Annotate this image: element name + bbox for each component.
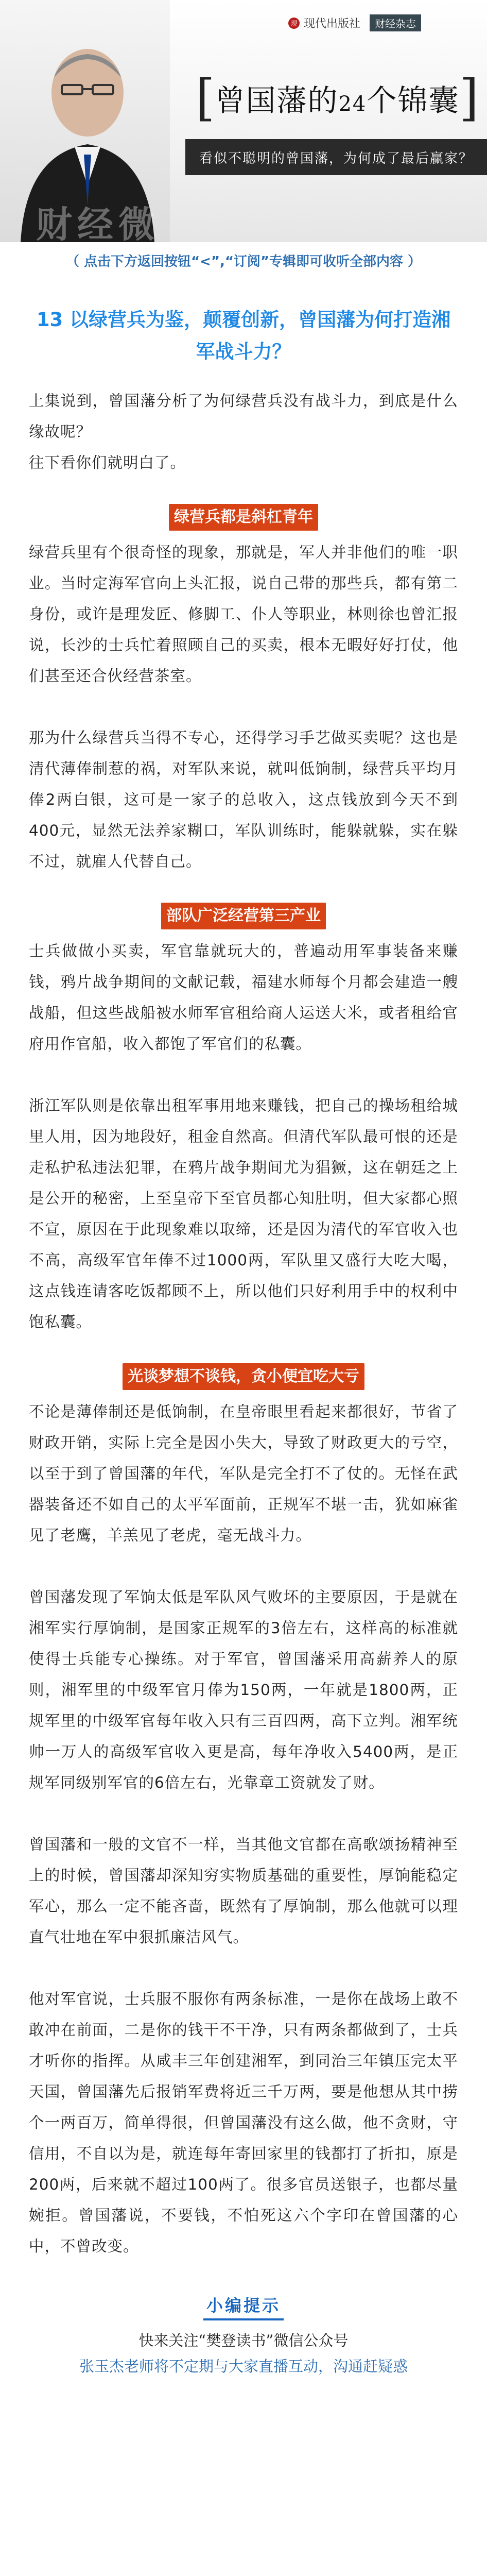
album-title: [196, 67, 479, 129]
subscribe-caption: （ 点击下方返回按钮“<”,“订阅”专辑即可收听全部内容 ）: [0, 242, 487, 278]
section-heading-3: 光谈梦想不谈钱，贪小便宜吃大亏: [123, 1363, 364, 1390]
publisher-mark-icon: 现: [288, 18, 300, 29]
article-headline: 13 以绿营兵为鉴，颠覆创新，曾国藩为何打造湘军战斗力？: [36, 309, 451, 363]
publisher-name: 现代出版社: [304, 18, 361, 30]
publisher-logos: [288, 14, 421, 31]
watermark: 财经微: [36, 204, 160, 242]
magazine-logo: 财经杂志: [370, 14, 421, 31]
tips-live-line: 张玉杰老师将不定期与大家直播互动，沟通赶疑惑: [79, 2358, 408, 2375]
album-subtitle: 看似不聪明的曾国藩，为何成了最后赢家？: [185, 139, 487, 175]
banner: [0, 0, 487, 242]
paragraph-6: 曾国藩发现了军饷太低是军队风气败坏的主要原因，于是就在湘军实行厚饷制，是国家正规军的3倍左右，这样高的标准就使得士兵能专心操练。对于军官，曾国藩采用高薪养人的原则，湘军里的中级军官月俸为150两，一年就是1800两，正规军里的中级军官每年收入只有三百四两，高下立判。湘军统帅一万人的高级军官收入更是高，每年净收入5400两，是正规军同级别军官的6倍左右，光靠章工资就发了财。: [29, 1588, 458, 1791]
article-body: [29, 304, 458, 2379]
paragraph-1: 绿营兵里有个很奇怪的现象，那就是，军人并非他们的唯一职业。当时定海军官向上头汇报，说自己带的那些兵，都有第二身份，或许是理发匠、修脚工、仆人等职业，林则徐也曾汇报说，长沙的士兵忙着照顾自己的买卖，根本无暇好好打仗，他们甚至还合伙经营茶室。: [29, 544, 458, 685]
paragraph-7: 曾国藩和一般的文官不一样，当其他文官都在高歌颂扬精神至上的时候，曾国藩却深知穷实物质基础的重要性，厚饷能稳定军心，那么一定不能吝啬，既然有了厚饷制，那么他就可以理直气壮地在军中狠抓廉洁风气。: [29, 1836, 458, 1946]
publisher-logo: [288, 15, 360, 31]
intro-paragraph: 上集说到，曾国藩分析了为何绿营兵没有战斗力，到底是什么缘故呢？: [29, 392, 458, 440]
section-heading-2: 部队广泛经营第三产业: [161, 903, 326, 929]
paragraph-5: 不论是薄俸制还是低饷制，在皇帝眼里看起来都很好，节省了财政开销，实际上完全是因小失大，导致了财政更大的亏空，以至于到了曾国藩的年代，军队是完全打不了仗的。无怪在武器装备还不如自己的太平军面前，正规军不堪一击，犹如麻雀见了老鹰，羊羔见了老虎，毫无战斗力。: [29, 1403, 458, 1544]
bracket-left-icon: [: [196, 69, 215, 127]
album-title-text: 曾国藩的24个锦囊: [215, 83, 460, 118]
tips-title: 小编提示: [203, 2293, 284, 2320]
paragraph-8: 他对军官说，士兵服不服你有两条标准，一是你在战场上敢不敢冲在前面，二是你的钱干不干净，只有两条都做到了，士兵才听你的指挥。从咸丰三年创建湘军，到同治三年镇压完太平天国，曾国藩先后报销军费将近三千万两，要是他想从其中捞个一两百万，简单得很，但曾国藩没有这么做，他不贪财，守信用，不自以为是，就连每年寄回家里的钱都打了折扣，原是200两，后来就不超过100两了。很多官员送银子，也都尽量婉拒。曾国藩说，不要钱，不怕死这六个字印在曾国藩的心中，不曾改变。: [29, 1990, 458, 2255]
intro-paragraph-2: 往下看你们就明白了。: [29, 454, 186, 471]
bracket-right-icon: ]: [459, 69, 479, 127]
section-heading-1: 绿营兵都是斜杠青年: [169, 504, 318, 531]
tips-follow-line: 快来关注“樊登读书”微信公众号: [138, 2332, 349, 2349]
paragraph-4: 浙江军队则是依靠出租军事用地来赚钱，把自己的操场租给城里人用，因为地段好，租金自然高。但清代军队最可恨的还是走私护私违法犯罪，在鸦片战争期间尤为猖獗，这在朝廷之上是公开的秘密，上至皇帝下至官员都心知肚明，但大家都心照不宣，原因在于此现象难以取缔，还是因为清代的军官收入也不高，高级军官年俸不过1000两，军队里又盛行大吃大喝，这点钱连请客吃饭都顾不上，所以他们只好利用手中的权利中饱私囊。: [29, 1097, 458, 1331]
paragraph-3: 士兵做做小买卖，军官靠就玩大的，普遍动用军事装备来赚钱，鸦片战争期间的文献记载，福建水师每个月都会建造一艘战船，但这些战船被水师军官租给商人运送大米，或者租给官府用作官船，收入都饱了军官们的私囊。: [29, 942, 458, 1053]
paragraph-2: 那为什么绿营兵当得不专心，还得学习手艺做买卖呢？这也是清代薄俸制惹的祸，对军队来说，就叫低饷制，绿营兵平均月俸2两白银，这可是一家子的总收入，这点钱放到今天不到400元，显然无法养家糊口，军队训练时，能躲就躲，实在躲不过，就雇人代替自己。: [29, 729, 458, 870]
